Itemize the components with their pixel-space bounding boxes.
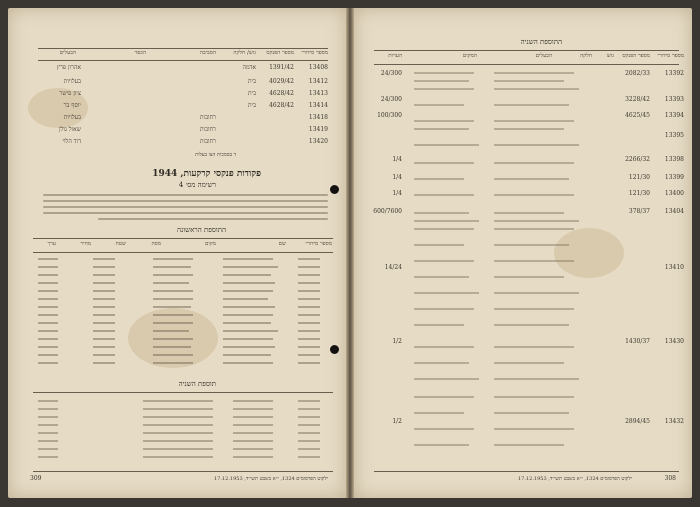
top-header-rule (38, 60, 328, 61)
right-row-register: 121/30 (628, 190, 650, 197)
top-col-area: הסביבה (199, 50, 216, 56)
footer-rule (33, 471, 333, 472)
top-col-block: גוש/ חלקה (233, 50, 256, 56)
document-spread (8, 8, 692, 498)
top-row-serial: 13414 (308, 102, 328, 109)
main-header-rule (33, 252, 333, 253)
top-row-owner: בעלויות (63, 78, 81, 85)
top-row-serial: 13420 (308, 138, 328, 145)
right-row-serial: 13395 (664, 132, 684, 139)
book-gutter (346, 8, 354, 498)
punch-hole (330, 345, 339, 354)
top-row-serial: 13413 (308, 90, 328, 97)
right-col-notes: הערות (388, 53, 402, 59)
first-supplement-title: התוספת הראשונה (177, 226, 226, 234)
top-row-block: אדמה (242, 64, 256, 71)
top-row-register: 4628/42 (269, 90, 294, 97)
right-table-body (374, 66, 679, 466)
top-row-area: רחובות (199, 138, 216, 145)
right-table-rule (374, 50, 679, 51)
paragraph-line (43, 200, 328, 202)
right-row-serial: 13404 (664, 208, 684, 215)
right-row-serial: 13392 (664, 70, 684, 77)
right-col-parcel: חלקה (580, 53, 592, 59)
main-col-area: שטח (115, 241, 126, 247)
top-row-block: בית (247, 102, 256, 109)
right-col-serial: מספר סידורי (657, 53, 684, 59)
paragraph-line (43, 194, 328, 196)
top-col-register: מספר הפנקס (266, 50, 294, 56)
top-row-owner: יוסף בר (63, 102, 81, 109)
right-row-register: 2894/45 (625, 418, 650, 425)
main-table-rule (33, 238, 333, 239)
section-subtitle: רשימה מס׳ 4 (178, 181, 216, 189)
right-row-serial: 13399 (664, 174, 684, 181)
left-page-footer: ילקוט הפרסומים 1324, י״א בשבט תשי״ד, 17.12.1953 (214, 476, 328, 482)
main-col-price: מחיר (80, 241, 91, 247)
right-row-register: 4625/45 (625, 112, 650, 119)
top-row-register: 1391/42 (269, 64, 294, 71)
top-row-serial: 13419 (308, 126, 328, 133)
right-row-register: 378/37 (628, 208, 650, 215)
supplement-rule (33, 392, 333, 393)
left-page-number: 309 (30, 475, 42, 482)
top-row-area: רחובות (199, 126, 216, 133)
top-row-serial: 13408 (308, 64, 328, 71)
right-row-serial: 13430 (664, 338, 684, 345)
right-page (354, 8, 692, 498)
top-row-owner: דוד הלוי (62, 138, 81, 145)
left-page (8, 8, 346, 498)
right-row-note: 600/7600 (373, 208, 402, 215)
section-title: פקודות פנקסי קרקעות, 1944 (152, 169, 261, 179)
right-row-serial: 13432 (664, 418, 684, 425)
top-col-owners: הבעלים (59, 50, 76, 56)
right-footer-rule (374, 471, 679, 472)
paragraph-line (98, 218, 328, 220)
right-page-footer: ילקוט הפרסומים 1324, י״א בשבט תשי״ד, 17.12.1953 (518, 476, 632, 482)
right-row-note: 1/4 (392, 174, 402, 181)
top-row-serial: 13412 (308, 78, 328, 85)
right-row-serial: 13394 (664, 112, 684, 119)
supplement-table-body (33, 398, 333, 468)
top-table-rule (38, 48, 328, 49)
right-row-serial: 13400 (664, 190, 684, 197)
right-row-register: 3228/42 (625, 96, 650, 103)
right-table-title: התוספת השניה (520, 38, 562, 46)
punch-hole (330, 185, 339, 194)
top-row-owner: שאול גולן (59, 126, 81, 133)
right-row-note: 1/2 (392, 418, 402, 425)
main-col-value: ערך (47, 241, 56, 247)
right-row-note: 1/2 (392, 338, 402, 345)
top-row-serial: 13418 (308, 114, 328, 121)
right-row-note: 14/24 (384, 264, 402, 271)
paragraph-line (43, 206, 328, 208)
right-row-register: 2082/33 (625, 70, 650, 77)
top-row-block: בית (247, 90, 256, 97)
right-row-serial: 13410 (664, 264, 684, 271)
right-col-place: המקום (462, 53, 477, 59)
top-row-block: בית (247, 78, 256, 85)
main-col-serial: מספר סידורי (305, 241, 332, 247)
main-col-tax: מסה (151, 241, 161, 247)
top-row-owner: בעלויות (63, 114, 81, 121)
second-supplement-title: תוספת השניה (178, 380, 216, 388)
right-row-register: 2266/32 (625, 156, 650, 163)
right-row-serial: 13393 (664, 96, 684, 103)
right-page-number: 308 (664, 475, 676, 482)
right-row-register: 121/30 (628, 174, 650, 181)
right-row-note: 24/300 (380, 70, 402, 77)
top-note: ד בסמכות הצו בעלות (195, 152, 236, 158)
right-row-note: 1/4 (392, 190, 402, 197)
paragraph-line (43, 212, 328, 214)
right-row-register: 1430/37 (625, 338, 650, 345)
main-table-body (33, 256, 333, 376)
right-col-register: מספר הפנקס (622, 53, 650, 59)
right-col-owners: הבעלים (535, 53, 552, 59)
right-header-rule (374, 64, 679, 65)
top-col-village: הכפר (134, 50, 146, 56)
top-row-register: 4029/42 (269, 78, 294, 85)
main-col-place: מקום (204, 241, 216, 247)
right-row-note: 24/300 (380, 96, 402, 103)
top-row-owner: ציון פישר (59, 90, 81, 97)
main-col-name: שם (278, 241, 286, 247)
top-row-owner: אהרון פרץ (56, 64, 81, 71)
right-row-serial: 13398 (664, 156, 684, 163)
right-row-note: 100/300 (377, 112, 402, 119)
top-row-register: 4628/42 (269, 102, 294, 109)
right-row-note: 1/4 (392, 156, 402, 163)
top-row-area: רחובות (199, 114, 216, 121)
top-col-serial: מספר סידורי (301, 50, 328, 56)
right-col-block: גוש (606, 53, 614, 59)
